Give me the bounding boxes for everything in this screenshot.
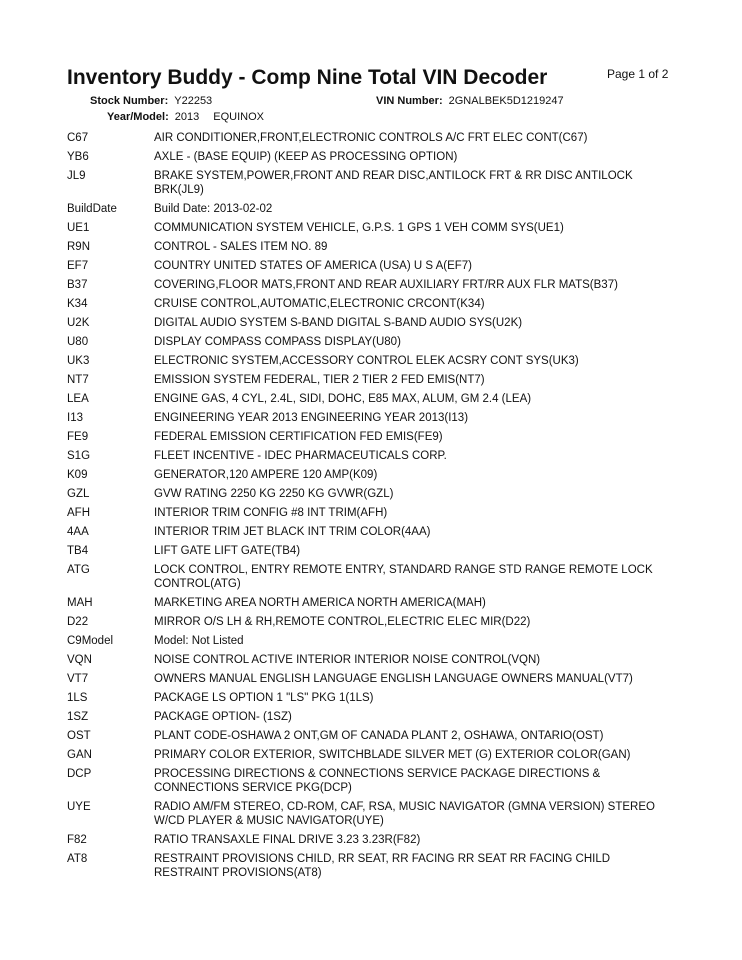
option-row [67,634,677,653]
option-code: EF7 [67,260,89,272]
option-code: GAN [67,749,92,761]
option-description: AXLE - (BASE EQUIP) (KEEP AS PROCESSING OPTION) [154,151,458,163]
option-row [67,131,677,150]
stock-number-value: Y22253 [174,95,213,107]
option-code: U80 [67,336,89,348]
option-code-list [67,131,677,885]
option-code: U2K [67,317,90,329]
option-description: GVW RATING 2250 KG 2250 KG GVWR(GZL) [154,488,394,500]
option-row [67,150,677,169]
year-value: 2013 [174,111,200,123]
option-description: BRAKE SYSTEM,POWER,FRONT AND REAR DISC,ANTILOCK FRT & RR DISC ANTILOCK BRK(JL9) [154,170,633,196]
option-code: 4AA [67,526,89,538]
option-description: NOISE CONTROL ACTIVE INTERIOR INTERIOR NOISE CONTROL(VQN) [154,654,541,666]
option-code: I13 [67,412,83,424]
vin-number-value: 2GNALBEK5D1219247 [448,95,564,107]
vin-number [376,95,564,107]
option-code: R9N [67,241,91,253]
option-code: K09 [67,469,88,481]
option-description: OWNERS MANUAL ENGLISH LANGUAGE ENGLISH LANGUAGE OWNERS MANUAL(VT7) [154,673,633,685]
option-row [67,430,677,449]
option-description: PACKAGE LS OPTION 1 "LS" PKG 1(1LS) [154,692,374,704]
option-row [67,767,677,800]
option-row [67,221,677,240]
option-description: ENGINEERING YEAR 2013 ENGINEERING YEAR 2013(I13) [154,412,469,424]
option-code: UYE [67,801,91,813]
option-code: FE9 [67,431,89,443]
option-code: VT7 [67,673,89,685]
option-row [67,563,677,596]
year-model [107,111,264,123]
option-row [67,316,677,335]
option-description: COUNTRY UNITED STATES OF AMERICA (USA) U S A(EF7) [154,260,472,272]
option-code: NT7 [67,374,89,386]
option-description: RADIO AM/FM STEREO, CD-ROM, CAF, RSA, MUSIC NAVIGATOR (GMNA VERSION) STEREO W/CD PLAYER & MUSIC NAVIGATOR(UYE) [154,801,655,827]
document-title: Inventory Buddy - Comp Nine Total VIN Decoder [67,66,548,89]
option-description: DIGITAL AUDIO SYSTEM S-BAND DIGITAL S-BAND AUDIO SYS(U2K) [154,317,523,329]
option-code: TB4 [67,545,89,557]
year-model-label: Year/Model: [107,111,169,123]
option-row [67,653,677,672]
option-description: PLANT CODE-OSHAWA 2 ONT,GM OF CANADA PLANT 2, OSHAWA, ONTARIO(OST) [154,730,604,742]
option-row [67,169,677,202]
option-row [67,449,677,468]
option-row [67,373,677,392]
option-description: DISPLAY COMPASS COMPASS DISPLAY(U80) [154,336,401,348]
option-code: DCP [67,768,92,780]
option-row [67,748,677,767]
option-code: C67 [67,132,89,144]
option-row [67,615,677,634]
option-description: PACKAGE OPTION- (1SZ) [154,711,292,723]
option-description: FEDERAL EMISSION CERTIFICATION FED EMIS(FE9) [154,431,443,443]
option-description: INTERIOR TRIM JET BLACK INT TRIM COLOR(4AA) [154,526,431,538]
vin-number-label: VIN Number: [376,95,443,107]
model-value: EQUINOX [213,111,264,123]
option-description: INTERIOR TRIM CONFIG #8 INT TRIM(AFH) [154,507,388,519]
option-row [67,335,677,354]
option-description: Model: Not Listed [154,635,244,647]
option-description: LIFT GATE LIFT GATE(TB4) [154,545,301,557]
option-row [67,691,677,710]
option-row [67,259,677,278]
option-row [67,411,677,430]
option-description: RESTRAINT PROVISIONS CHILD, RR SEAT, RR FACING RR SEAT RR FACING CHILD RESTRAINT PROVISIONS(AT8) [154,853,611,879]
option-row [67,392,677,411]
option-description: FLEET INCENTIVE - IDEC PHARMACEUTICALS CORP. [154,450,447,462]
option-code: C9Model [67,635,114,647]
option-code: BuildDate [67,203,117,215]
option-code: MAH [67,597,93,609]
option-code: UE1 [67,222,90,234]
option-description: CRUISE CONTROL,AUTOMATIC,ELECTRONIC CRCONT(K34) [154,298,485,310]
option-row [67,506,677,525]
option-code: YB6 [67,151,89,163]
option-row [67,710,677,729]
option-row [67,800,677,833]
option-description: RATIO TRANSAXLE FINAL DRIVE 3.23 3.23R(F82) [154,834,421,846]
option-code: B37 [67,279,88,291]
option-row [67,278,677,297]
option-row [67,852,677,885]
option-row [67,297,677,316]
option-row [67,544,677,563]
option-code: UK3 [67,355,90,367]
option-code: ATG [67,564,90,576]
option-row [67,672,677,691]
option-code: D22 [67,616,89,628]
option-description: MIRROR O/S LH & RH,REMOTE CONTROL,ELECTRIC ELEC MIR(D22) [154,616,531,628]
option-description: LOCK CONTROL, ENTRY REMOTE ENTRY, STANDARD RANGE STD RANGE REMOTE LOCK CONTROL(ATG) [154,564,653,590]
option-description: COMMUNICATION SYSTEM VEHICLE, G.P.S. 1 GPS 1 VEH COMM SYS(UE1) [154,222,564,234]
option-code: 1SZ [67,711,89,723]
option-description: Build Date: 2013-02-02 [154,203,273,215]
page-indicator: Page 1 of 2 [607,67,669,81]
option-description: PROCESSING DIRECTIONS & CONNECTIONS SERVICE PACKAGE DIRECTIONS & CONNECTIONS SERVICE PKG(DCP) [154,768,601,794]
option-description: ENGINE GAS, 4 CYL, 2.4L, SIDI, DOHC, E85 MAX, ALUM, GM 2.4 (LEA) [154,393,532,405]
option-code: S1G [67,450,91,462]
option-description: EMISSION SYSTEM FEDERAL, TIER 2 TIER 2 FED EMIS(NT7) [154,374,485,386]
option-description: GENERATOR,120 AMPERE 120 AMP(K09) [154,469,378,481]
option-code: OST [67,730,91,742]
option-code: LEA [67,393,89,405]
option-row [67,596,677,615]
option-code: K34 [67,298,88,310]
option-row [67,525,677,544]
option-code: JL9 [67,170,86,182]
option-code: F82 [67,834,87,846]
option-description: MARKETING AREA NORTH AMERICA NORTH AMERICA(MAH) [154,597,486,609]
option-row [67,202,677,221]
option-code: AFH [67,507,90,519]
stock-number-label: Stock Number: [90,95,169,107]
option-description: CONTROL - SALES ITEM NO. 89 [154,241,328,253]
option-row [67,240,677,259]
option-code: AT8 [67,853,88,865]
option-row [67,729,677,748]
option-row [67,354,677,373]
option-row [67,468,677,487]
option-description: AIR CONDITIONER,FRONT,ELECTRONIC CONTROLS A/C FRT ELEC CONT(C67) [154,132,588,144]
option-code: GZL [67,488,90,500]
stock-number [90,95,212,107]
option-description: ELECTRONIC SYSTEM,ACCESSORY CONTROL ELEK ACSRY CONT SYS(UK3) [154,355,579,367]
option-description: PRIMARY COLOR EXTERIOR, SWITCHBLADE SILVER MET (G) EXTERIOR COLOR(GAN) [154,749,631,761]
option-row [67,487,677,506]
option-description: COVERING,FLOOR MATS,FRONT AND REAR AUXILIARY FRT/RR AUX FLR MATS(B37) [154,279,618,291]
option-code: 1LS [67,692,88,704]
option-code: VQN [67,654,92,666]
option-row [67,833,677,852]
